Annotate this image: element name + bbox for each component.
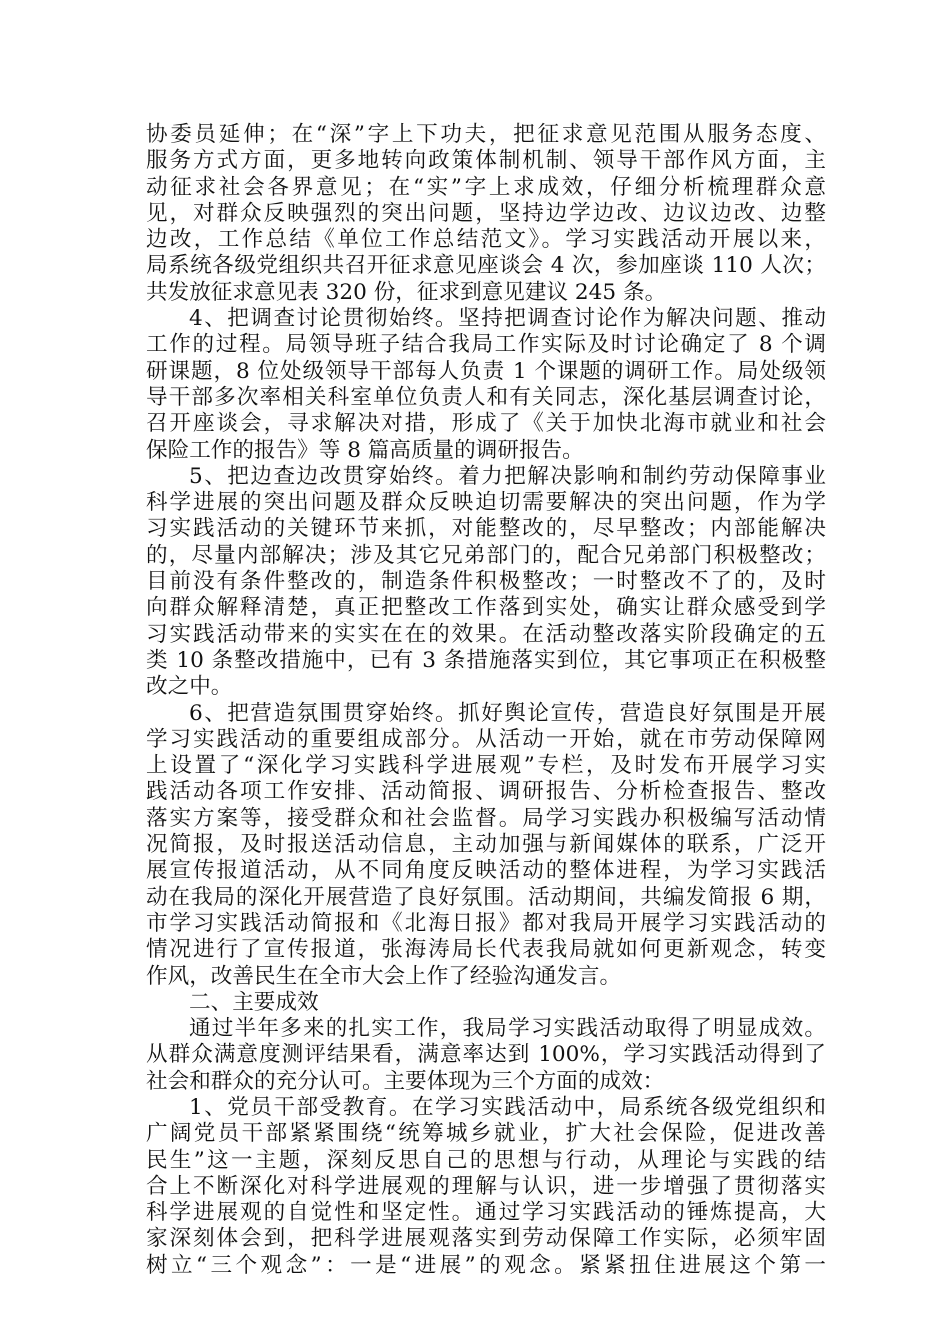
text-line: 科学进展观的自觉性和坚定性。通过学习实践活动的锤炼提高，大 (146, 1200, 826, 1226)
text-line: 向群众解释清楚，真正把整改工作落到实处，确实让群众感受到学 (146, 595, 826, 621)
text-line: 动征求社会各界意见；在“实”字上求成效，仔细分析梳理群众意 (146, 174, 826, 200)
text-line: 4、把调查讨论贯彻始终。坚持把调查讨论作为解决问题、推动 (189, 306, 826, 332)
text-line: 类 10 条整改措施中，已有 3 条措施落实到位，其它事项正在积极整 (146, 647, 826, 673)
text-line: 召开座谈会，寻求解决对措，形成了《关于加快北海市就业和社会 (146, 411, 826, 437)
text-line: 目前没有条件整改的，制造条件积极整改；一时整改不了的，及时 (146, 569, 826, 595)
text-line: 践活动各项工作安排、活动简报、调研报告、分析检查报告、整改 (146, 779, 826, 805)
text-line: 工作的过程。局领导班子结合我局工作实际及时讨论确定了 8 个调 (146, 332, 826, 358)
text-line: 1、党员干部受教育。在学习实践活动中，局系统各级党组织和 (189, 1094, 826, 1120)
text-line: 习实践活动带来的实实在在的效果。在活动整改落实阶段确定的五 (146, 621, 826, 647)
text-line: 服务方式方面，更多地转向政策体制机制、领导干部作风方面，主 (146, 148, 826, 174)
text-line: 边改，工作总结《单位工作总结范文》。学习实践活动开展以来， (146, 227, 826, 253)
text-line: 导干部多次率相关科室单位负责人和有关同志，深化基层调查讨论， (146, 384, 826, 410)
text-line: 学习实践活动的重要组成部分。从活动一开始，就在市劳动保障网 (146, 726, 826, 752)
text-line: 动在我局的深化开展营造了良好氛围。活动期间，共编发简报 6 期， (146, 884, 826, 910)
text-line: 况简报，及时报送活动信息，主动加强与新闻媒体的联系，广泛开 (146, 832, 826, 858)
text-line: 协委员延伸；在“深”字上下功夫，把征求意见范围从服务态度、 (146, 122, 826, 147)
text-line: 科学进展的突出问题及群众反映迫切需要解决的突出问题，作为学 (146, 490, 826, 516)
text-line: 局系统各级党组织共召开征求意见座谈会 4 次，参加座谈 110 人次； (146, 253, 826, 279)
text-line: 树立“三个观念”：一是“进展”的观念。紧紧扭住进展这个第一 (146, 1252, 826, 1278)
text-line: 家深刻体会到，把科学进展观落实到劳动保障工作实际，必须牢固 (146, 1226, 826, 1252)
document-page (146, 122, 826, 1279)
text-line: 作风，改善民生在全市大会上作了经验沟通发言。 (146, 963, 622, 989)
text-line: 改之中。 (146, 674, 233, 700)
text-line: 社会和群众的充分认可。主要体现为三个方面的成效： (146, 1068, 665, 1094)
text-line: 市学习实践活动简报和《北海日报》都对我局开展学习实践活动的 (146, 910, 826, 936)
text-line: 通过半年多来的扎实工作，我局学习实践活动取得了明显成效。 (189, 1016, 826, 1042)
text-line: 上设置了“深化学习实践科学进展观”专栏，及时发布开展学习实 (146, 753, 826, 779)
text-line: 落实方案等，接受群众和社会监督。局学习实践办积极编写活动情 (146, 805, 826, 831)
text-line: 的，尽量内部解决；涉及其它兄弟部门的，配合兄弟部门积极整改； (146, 542, 826, 568)
text-line: 保险工作的报告》等 8 篇高质量的调研报告。 (146, 437, 584, 463)
text-line: 展宣传报道活动，从不同角度反映活动的整体进程，为学习实践活 (146, 858, 826, 884)
text-line: 二、主要成效 (189, 989, 319, 1015)
text-line: 合上不断深化对科学进展观的理解与认识，进一步增强了贯彻落实 (146, 1173, 826, 1199)
text-line: 广阔党员干部紧紧围绕“统筹城乡就业，扩大社会保险，促进改善 (146, 1121, 826, 1147)
text-line: 共发放征求意见表 320 份，征求到意见建议 245 条。 (146, 279, 667, 305)
text-line: 情况进行了宣传报道，张海涛局长代表我局就如何更新观念，转变 (146, 937, 826, 963)
text-line: 5、把边查边改贯穿始终。着力把解决影响和制约劳动保障事业 (189, 463, 826, 489)
text-line: 从群众满意度测评结果看，满意率达到 100%，学习实践活动得到了 (146, 1042, 826, 1068)
text-line: 习实践活动的关键环节来抓，对能整改的，尽早整改；内部能解决 (146, 516, 826, 542)
text-line: 研课题，8 位处级领导干部每人负责 1 个课题的调研工作。局处级领 (146, 358, 826, 384)
text-line: 民生”这一主题，深刻反思自己的思想与行动，从理论与实践的结 (146, 1147, 826, 1173)
text-line: 见，对群众反映强烈的突出问题，坚持边学边改、边议边改、边整 (146, 200, 826, 226)
text-line: 6、把营造氛围贯穿始终。抓好舆论宣传，营造良好氛围是开展 (189, 700, 826, 726)
